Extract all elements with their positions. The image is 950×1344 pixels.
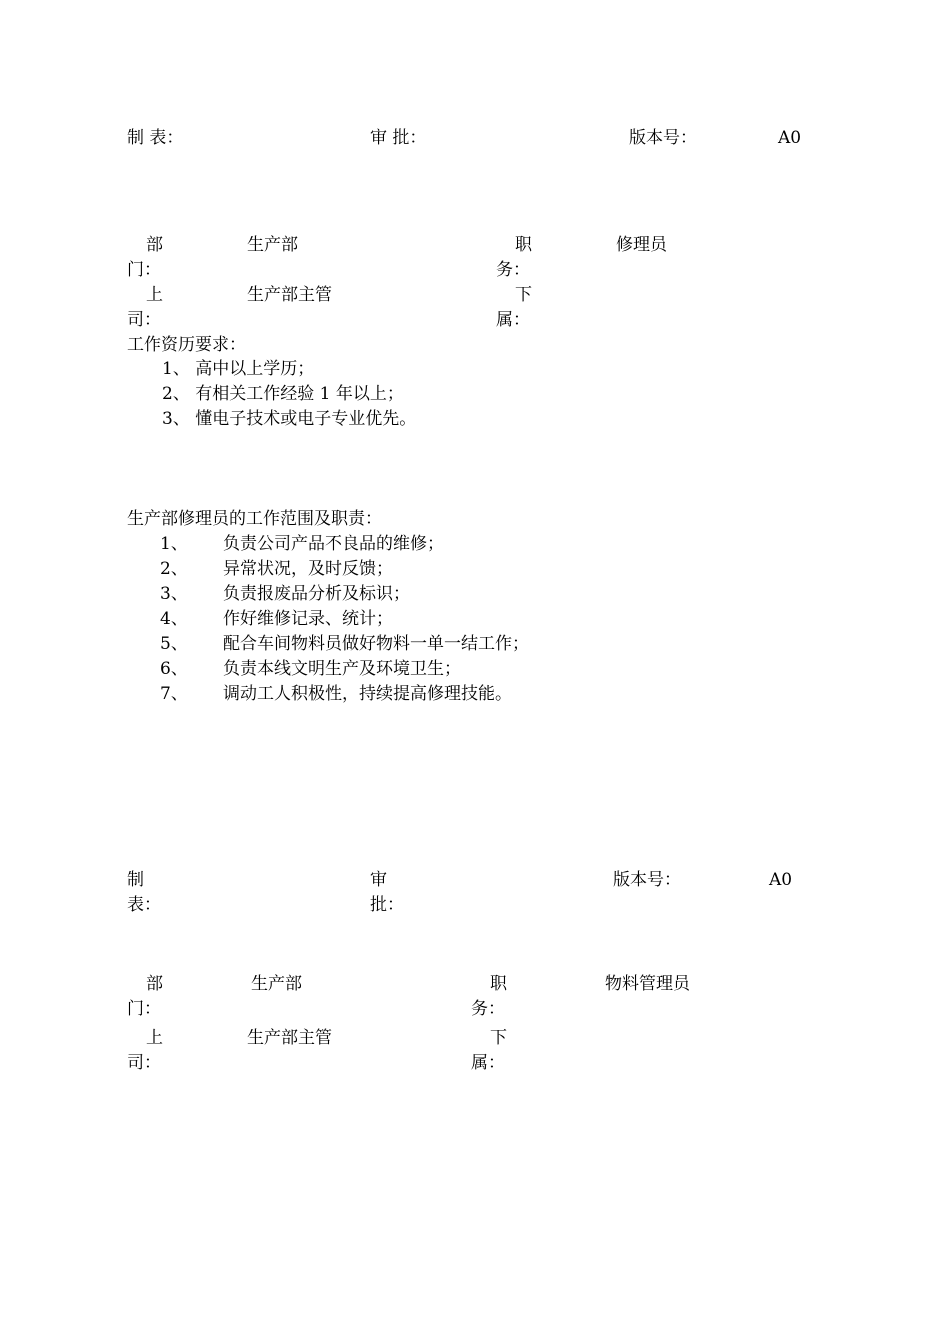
- requirement-item-3: 3、 懂电子技术或电子专业优先。: [162, 409, 417, 429]
- duty-num: 5、: [160, 634, 188, 654]
- dept-label-bottom: 门：: [127, 260, 161, 280]
- duty-text: 配合车间物料员做好物料一单一结工作；: [223, 634, 529, 654]
- duty-num: 3、: [160, 584, 188, 604]
- duty-num: 4、: [160, 609, 188, 629]
- requirements-title: 工作资历要求：: [127, 335, 246, 355]
- maker-label: 制 表：: [127, 128, 184, 148]
- post-value: 修理员: [616, 235, 667, 255]
- dept-label-top: 部: [146, 235, 163, 255]
- post-value: 物料管理员: [605, 974, 690, 994]
- requirement-item-2: 2、 有相关工作经验 1 年以上；: [162, 384, 404, 404]
- version-label: 版本号：: [613, 870, 681, 890]
- duty-num: 2、: [160, 559, 188, 579]
- approver-label-bottom: 批：: [370, 895, 404, 915]
- post-label-top: 职: [515, 235, 532, 255]
- approver-label-top: 审: [370, 870, 387, 890]
- duty-text: 负责公司产品不良品的维修；: [223, 534, 444, 554]
- requirement-item-1: 1、 高中以上学历；: [162, 359, 315, 379]
- superior-label-bottom: 司：: [127, 310, 161, 330]
- approver-label: 审 批：: [370, 128, 427, 148]
- duty-num: 1、: [160, 534, 188, 554]
- superior-label-top: 上: [146, 1028, 163, 1048]
- superior-label-top: 上: [146, 285, 163, 305]
- duties-title: 生产部修理员的工作范围及职责：: [127, 509, 382, 529]
- maker-label-bottom: 表：: [127, 895, 161, 915]
- dept-label-bottom: 门：: [127, 999, 161, 1019]
- duty-text: 作好维修记录、统计；: [223, 609, 393, 629]
- subordinate-label-top: 下: [515, 285, 532, 305]
- superior-value: 生产部主管: [247, 1028, 332, 1048]
- post-label-bottom: 务：: [496, 260, 530, 280]
- post-label-bottom: 务：: [471, 999, 505, 1019]
- subordinate-label-bottom: 属：: [471, 1053, 505, 1073]
- subordinate-label-bottom: 属：: [496, 310, 530, 330]
- version-label: 版本号：: [629, 128, 697, 148]
- duty-text: 调动工人积极性，持续提高修理技能。: [223, 684, 512, 704]
- duty-text: 负责报废品分析及标识；: [223, 584, 410, 604]
- subordinate-label-top: 下: [490, 1028, 507, 1048]
- duty-num: 6、: [160, 659, 188, 679]
- duty-num: 7、: [160, 684, 188, 704]
- dept-label-top: 部: [146, 974, 163, 994]
- maker-label-top: 制: [127, 870, 144, 890]
- superior-value: 生产部主管: [247, 285, 332, 305]
- version-value: A0: [769, 870, 793, 890]
- version-value: A0: [778, 128, 802, 148]
- superior-label-bottom: 司：: [127, 1053, 161, 1073]
- dept-value: 生产部: [251, 974, 302, 994]
- duty-text: 负责本线文明生产及环境卫生；: [223, 659, 461, 679]
- dept-value: 生产部: [247, 235, 298, 255]
- duty-text: 异常状况，及时反馈；: [223, 559, 393, 579]
- post-label-top: 职: [490, 974, 507, 994]
